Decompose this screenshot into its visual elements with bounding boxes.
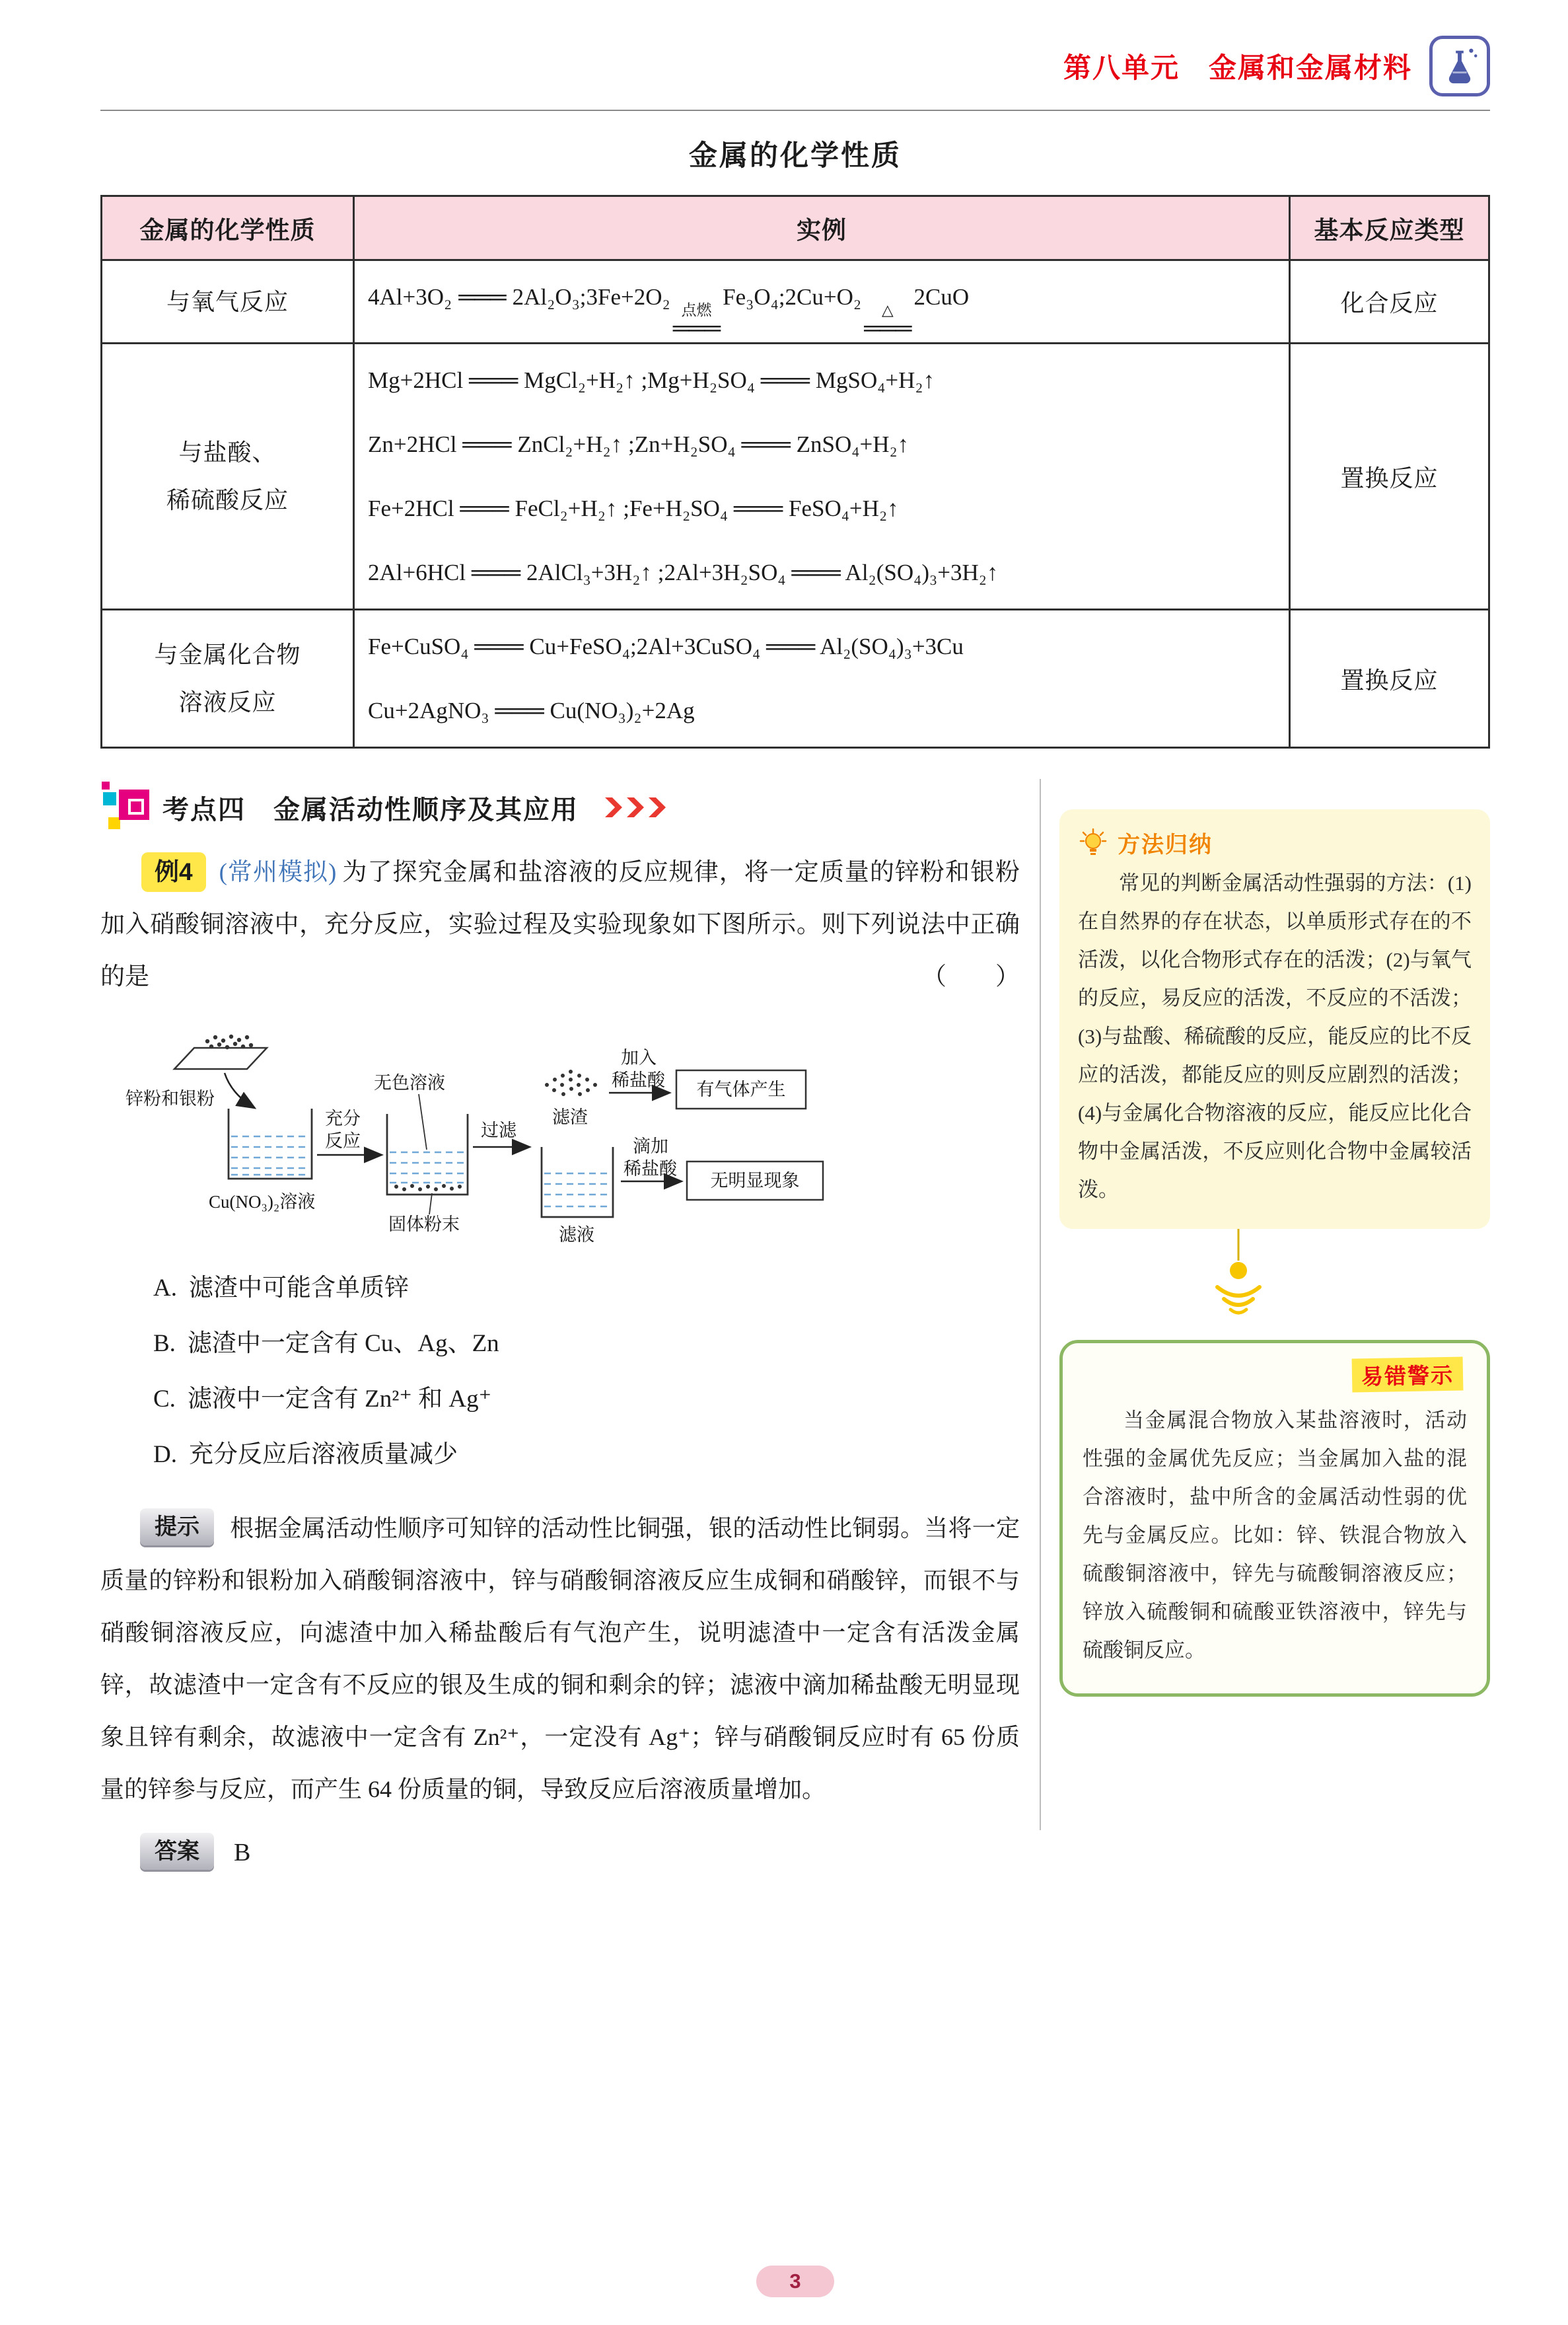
eq-sign: ═══ — [672, 315, 721, 341]
equation-line: Zn+2HCl ═══ ZnCl₂+H₂↑ ;Zn+H₂SO₄ ═══ ZnSO₄+H₂↑ — [368, 431, 909, 457]
answer-label: 答案 — [140, 1833, 214, 1870]
option-text: 充分反应后溶液质量减少 — [188, 1441, 458, 1468]
filtrate-label: 滤液 — [559, 1225, 594, 1245]
beaker-cu-solution — [229, 1109, 312, 1179]
table-header-property: 金属的化学性质 — [102, 196, 354, 260]
section-logo-icon — [100, 782, 156, 833]
eq-part: 4Al+3O₂ — [368, 284, 452, 310]
no-change-result-label: 无明显现象 — [710, 1171, 800, 1191]
option-b — [100, 1316, 1020, 1372]
eq-condition — [672, 301, 721, 341]
eq-condition — [864, 301, 911, 341]
react-arrow-label-1: 充分 — [325, 1109, 361, 1128]
hint-label: 提示 — [140, 1508, 214, 1545]
row-property — [102, 344, 354, 610]
option-d — [100, 1427, 1020, 1483]
option-key: B. — [153, 1330, 176, 1357]
answer-block — [100, 1833, 1020, 1870]
condition-label: 点燃 — [681, 301, 712, 318]
warning-box-text: 当金属混合物放入某盐溶液时，活动性强的金属优先反应；当金属加入盐的混合溶液时，盐中所含的金属活动性弱的优先与金属反应。比如：锌、铁混合物放入硫酸铜溶液中，锌先与硫酸铜溶液反应；锌放入硫酸铜和硫酸亚铁溶液中，锌先与硫酸铜反应。 — [1083, 1409, 1467, 1662]
hint-text: 根据金属活动性顺序可知锌的活动性比铜强，银的活动性比铜弱。当将一定质量的锌粉和银粉加入硝酸铜溶液中，锌与硝酸铜溶液反应生成铜和硝酸锌，而银不与硝酸铜溶液反应，向滤渣中加入稀盐酸后有气泡产生，说明滤渣中一定含有活泼金属锌，故滤渣中一定含有不反应的银及生成的铜和剩余的锌；滤液中滴加稀盐酸无明显现象且锌有剩余，故滤液中一定含有 Zn²⁺，一定没有 Ag⁺；锌与硝酸铜反应时有 65 份质量的锌参与反应，而产生 64 份质量的铜，导致反应后溶液质量增加。 — [100, 1515, 1020, 1802]
answer-value: B — [234, 1839, 251, 1866]
eq-sign: ═══ — [458, 284, 506, 310]
bulb-icon — [1078, 828, 1108, 858]
add-acid-label-2: 稀盐酸 — [612, 1070, 665, 1090]
equation-line: 2Al+6HCl ═══ 2AlCl₃+3H₂↑ ;2Al+3H₂SO₄ ═══ Al₂(SO₄)₃+3H₂↑ — [368, 560, 999, 585]
colorless-leader — [419, 1094, 427, 1150]
equation-line: Fe+CuSO₄ ═══ Cu+FeSO₄;2Al+3CuSO₄ ═══ Al₂(SO₄)₃+3Cu — [368, 634, 964, 659]
warning-box — [1059, 1340, 1490, 1697]
header-divider — [100, 110, 1490, 111]
table-row-oxygen — [102, 260, 1489, 344]
section-title: 考点四 金属活动性顺序及其应用 — [162, 795, 579, 825]
page-header — [100, 26, 1490, 96]
row-property — [102, 610, 354, 748]
table-row-acids — [102, 344, 1489, 610]
powder-tray — [174, 1035, 267, 1069]
example-question — [100, 846, 1020, 1003]
flask-glyph — [1439, 46, 1480, 87]
section-arrows-icon — [605, 797, 666, 817]
table-row-salt-solutions — [102, 610, 1489, 748]
option-key: D. — [153, 1441, 177, 1468]
table-header-example: 实例 — [354, 196, 1290, 260]
residue-dots — [545, 1070, 597, 1096]
pour-arrow — [225, 1073, 254, 1107]
row-reaction-type: 置换反应 — [1290, 610, 1489, 748]
method-box-title: 方法归纳 — [1118, 832, 1213, 858]
warning-box-title: 易错警示 — [1352, 1357, 1464, 1393]
option-text: 滤渣中一定含有 Cu、Ag、Zn — [187, 1330, 499, 1357]
powder-label: 锌粉和银粉 — [125, 1089, 215, 1109]
lamp-icon — [1023, 1229, 1454, 1328]
option-c — [100, 1372, 1020, 1427]
eq-part: 2CuO — [913, 284, 970, 310]
react-arrow-label-2: 反应 — [325, 1131, 361, 1151]
beaker-after-reaction — [387, 1114, 468, 1195]
unit-header: 第八单元 金属和金属材料 — [1063, 52, 1412, 83]
eq-part: 2Al₂O₃;3Fe+2O₂ — [512, 284, 670, 310]
row-examples — [354, 344, 1290, 610]
option-text: 滤液中一定含有 Zn²⁺ 和 Ag⁺ — [187, 1385, 492, 1413]
filter-label: 过滤 — [481, 1121, 517, 1140]
property-line: 与金属化合物 — [154, 642, 301, 668]
eq-sign: ═══ — [864, 315, 911, 341]
equation-line: Cu+2AgNO₃ ═══ Cu(NO₃)₂+2Ag — [368, 698, 695, 723]
answer-bracket: （ ） — [922, 963, 1020, 990]
solution-label: Cu(NO₃)₂溶液 — [209, 1192, 316, 1212]
question-text: 为了探究金属和盐溶液的反应规律，将一定质量的锌粉和银粉加入硝酸铜溶液中，充分反应，实验过程及实验现象如下图所示。则下列说法中正确的是 — [100, 859, 1020, 990]
filtrate-beaker — [542, 1147, 613, 1217]
method-title-row — [1078, 827, 1472, 859]
flask-icon — [1429, 36, 1490, 96]
experiment-diagram-svg — [124, 1020, 837, 1248]
method-box-text: 常见的判断金属活动性强弱的方法：(1)在自然界的存在状态，以单质形式存在的不活泼，以化合物形式存在的活泼；(2)与氧气的反应，易反应的活泼，不反应的不活泼；(3)与盐酸、稀硫酸的反应，能反应的比不反应的活泼，都能反应的则反应剧烈的活泼；(4)与金属化合物溶液的反应，能反应比化合物中金属活泼，不反应则化合物中金属较活泼。 — [1078, 871, 1472, 1201]
option-text: 滤渣中可能含单质锌 — [188, 1274, 409, 1302]
example-label: 例4 — [141, 852, 206, 892]
table-header-type: 基本反应类型 — [1290, 196, 1489, 260]
option-a — [100, 1261, 1020, 1316]
main-column — [100, 772, 1020, 1870]
property-line: 与盐酸、 — [178, 439, 277, 466]
colorless-solution-label: 无色溶液 — [374, 1073, 445, 1093]
drop-acid-label-1: 滴加 — [633, 1136, 668, 1156]
row-reaction-type: 置换反应 — [1290, 344, 1489, 610]
options-list — [100, 1261, 1020, 1483]
option-key: C. — [153, 1385, 176, 1413]
row-examples — [354, 610, 1290, 748]
row-reaction-type: 化合反应 — [1290, 260, 1489, 344]
equation-line: Fe+2HCl ═══ FeCl₂+H₂↑ ;Fe+H₂SO₄ ═══ FeSO₄+H₂↑ — [368, 496, 899, 521]
add-acid-label-1: 加入 — [621, 1048, 657, 1068]
example-source: (常州模拟) — [219, 859, 337, 886]
equation-line — [368, 265, 1275, 341]
gas-result-label: 有气体产生 — [696, 1080, 786, 1099]
properties-table — [100, 195, 1490, 749]
condition-label: △ — [881, 301, 894, 318]
content-columns — [100, 772, 1490, 1870]
residue-label: 滤渣 — [552, 1107, 588, 1127]
experiment-diagram — [124, 1020, 1020, 1251]
drop-acid-label-2: 稀盐酸 — [624, 1159, 677, 1179]
hint-block — [100, 1502, 1020, 1816]
equation-line: Mg+2HCl ═══ MgCl₂+H₂↑ ;Mg+H₂SO₄ ═══ MgSO₄+H₂↑ — [368, 367, 935, 393]
page-title: 金属的化学性质 — [689, 140, 902, 172]
property-line: 稀硫酸反应 — [166, 487, 289, 513]
method-box — [1059, 809, 1490, 1229]
page-number: 3 — [756, 2266, 834, 2297]
page-footer — [100, 2235, 1490, 2297]
solid-powder-label: 固体粉末 — [388, 1214, 460, 1234]
sidebar — [1059, 772, 1490, 1870]
property-line: 溶液反应 — [178, 689, 277, 716]
section-header — [100, 782, 1020, 833]
eq-part: Fe₃O₄;2Cu+O₂ — [723, 284, 862, 310]
option-key: A. — [153, 1274, 177, 1302]
solid-leader — [429, 1193, 432, 1214]
table-header-row — [102, 196, 1489, 260]
row-examples — [354, 260, 1290, 344]
row-property: 与氧气反应 — [102, 260, 354, 344]
